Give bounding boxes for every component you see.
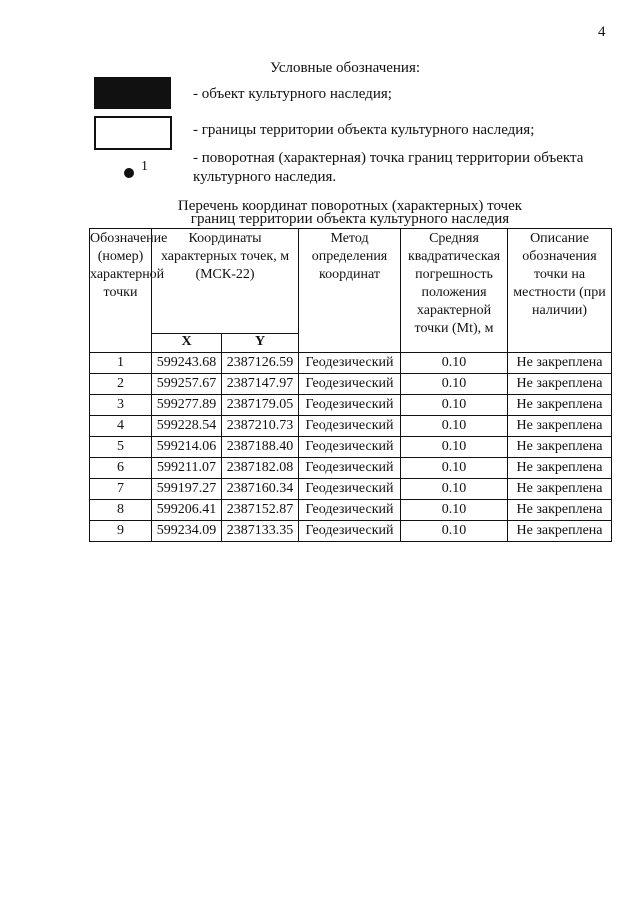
mean-error-cell: 0.10	[401, 416, 508, 437]
header-x: X	[152, 334, 222, 353]
mean-error-cell: 0.10	[401, 500, 508, 521]
mean-error-cell: 0.10	[401, 353, 508, 374]
table-caption-line1: Перечень координат поворотных (характерных) точек	[177, 198, 523, 214]
y-coordinate-cell: 2387182.08	[222, 458, 299, 479]
method-cell: Геодезический	[299, 500, 401, 521]
point-number-cell: 6	[90, 458, 152, 479]
method-cell: Геодезический	[299, 437, 401, 458]
legend-item-turning-point: - поворотная (характерная) точка границ территории объекта культурного наследия.	[193, 150, 584, 185]
x-coordinate-cell: 599228.54	[152, 416, 222, 437]
method-cell: Геодезический	[299, 395, 401, 416]
mean-error-cell: 0.10	[401, 437, 508, 458]
table-row	[90, 353, 612, 374]
y-coordinate-cell: 2387179.05	[222, 395, 299, 416]
mean-error-cell: 0.10	[401, 395, 508, 416]
mean-error-cell: 0.10	[401, 479, 508, 500]
page-number: 4	[598, 24, 606, 40]
method-cell: Геодезический	[299, 479, 401, 500]
y-coordinate-cell: 2387152.87	[222, 500, 299, 521]
x-coordinate-cell: 599197.27	[152, 479, 222, 500]
point-marker-label: 1	[141, 159, 148, 174]
mean-error-cell: 0.10	[401, 458, 508, 479]
table-row	[90, 521, 612, 542]
header-y: Y	[222, 334, 299, 353]
description-cell: Не закреплена	[508, 521, 612, 542]
mean-error-cell: 0.10	[401, 374, 508, 395]
point-number-cell: 8	[90, 500, 152, 521]
table-row	[90, 500, 612, 521]
table-row	[90, 395, 612, 416]
legend-title: Условные обозначения:	[270, 60, 421, 76]
x-coordinate-cell: 599277.89	[152, 395, 222, 416]
table-row	[90, 374, 612, 395]
coordinates-table-body	[90, 353, 612, 542]
table-row	[90, 479, 612, 500]
y-coordinate-cell: 2387126.59	[222, 353, 299, 374]
point-number-cell: 3	[90, 395, 152, 416]
table-caption-line2: границ территории объекта культурного наследия	[190, 211, 510, 227]
x-coordinate-cell: 599257.67	[152, 374, 222, 395]
point-marker-icon	[124, 168, 134, 178]
point-number-cell: 5	[90, 437, 152, 458]
description-cell: Не закреплена	[508, 416, 612, 437]
header-mean-error: Средняя квадратическая погрешность положения характерной точки (Mt), м	[401, 229, 508, 353]
y-coordinate-cell: 2387188.40	[222, 437, 299, 458]
method-cell: Геодезический	[299, 521, 401, 542]
legend-swatch-heritage-object	[94, 77, 171, 109]
table-row	[90, 458, 612, 479]
legend-swatch-territory-boundary	[94, 116, 172, 150]
description-cell: Не закреплена	[508, 479, 612, 500]
description-cell: Не закреплена	[508, 374, 612, 395]
header-point-number: Обозначение (номер) характерной точки	[90, 229, 152, 353]
header-method: Метод определения координат	[299, 229, 401, 353]
table-row	[90, 437, 612, 458]
description-cell: Не закреплена	[508, 458, 612, 479]
header-coordinates: Координаты характерных точек, м (МСК-22)	[152, 229, 299, 334]
y-coordinate-cell: 2387160.34	[222, 479, 299, 500]
legend-item-heritage-object: - объект культурного наследия;	[193, 86, 392, 102]
description-cell: Не закреплена	[508, 395, 612, 416]
y-coordinate-cell: 2387147.97	[222, 374, 299, 395]
x-coordinate-cell: 599211.07	[152, 458, 222, 479]
description-cell: Не закреплена	[508, 353, 612, 374]
legend-item-territory-boundary: - границы территории объекта культурного наследия;	[193, 122, 535, 138]
method-cell: Геодезический	[299, 458, 401, 479]
point-number-cell: 2	[90, 374, 152, 395]
point-number-cell: 7	[90, 479, 152, 500]
method-cell: Геодезический	[299, 353, 401, 374]
header-description: Описание обозначения точки на местности (при наличии)	[508, 229, 612, 353]
x-coordinate-cell: 599243.68	[152, 353, 222, 374]
x-coordinate-cell: 599206.41	[152, 500, 222, 521]
point-number-cell: 9	[90, 521, 152, 542]
x-coordinate-cell: 599214.06	[152, 437, 222, 458]
description-cell: Не закреплена	[508, 437, 612, 458]
y-coordinate-cell: 2387133.35	[222, 521, 299, 542]
point-number-cell: 4	[90, 416, 152, 437]
method-cell: Геодезический	[299, 416, 401, 437]
mean-error-cell: 0.10	[401, 521, 508, 542]
description-cell: Не закреплена	[508, 500, 612, 521]
y-coordinate-cell: 2387210.73	[222, 416, 299, 437]
method-cell: Геодезический	[299, 374, 401, 395]
x-coordinate-cell: 599234.09	[152, 521, 222, 542]
table-row	[90, 416, 612, 437]
coordinates-table	[89, 228, 612, 542]
point-number-cell: 1	[90, 353, 152, 374]
